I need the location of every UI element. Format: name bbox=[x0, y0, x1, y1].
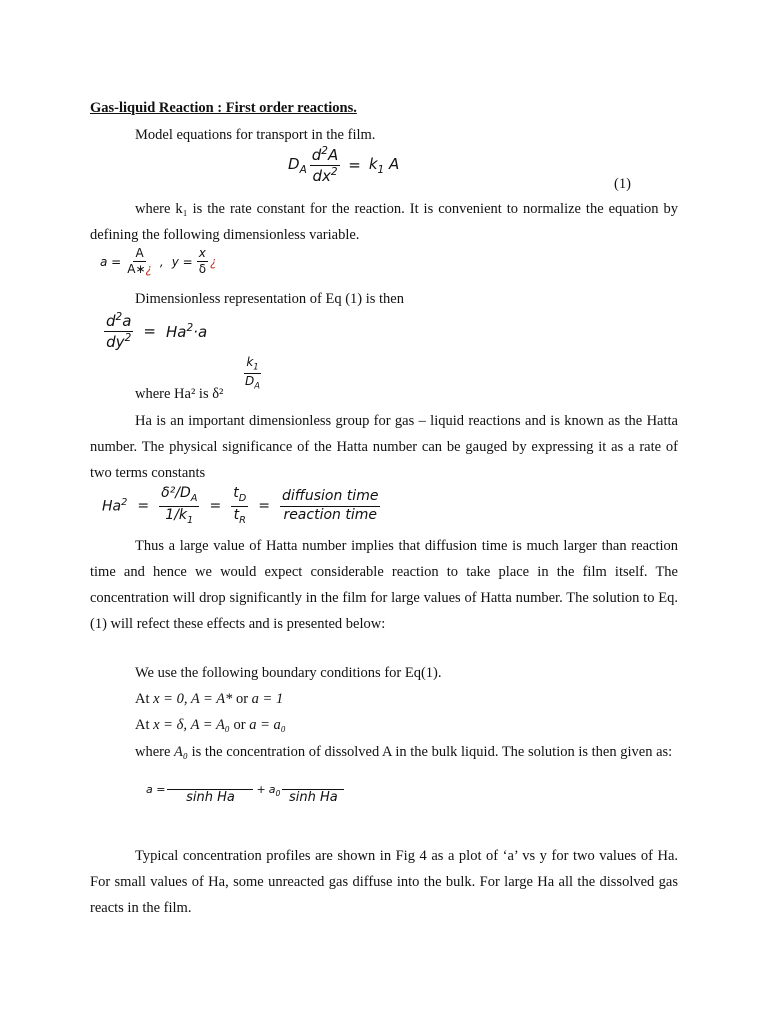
equation-1: $D_A$ $\frac{d^2A}{dx^2}$ = $k_1$ A bbox=[288, 145, 400, 185]
equation-3: Ha$^2$ = $\frac{\delta^2/D_A}{1/k_1}$ = $\frac{t_D}{t_R}$ = $\frac{\text{diffusion time}}{\text{reaction time}}$ bbox=[102, 485, 379, 526]
dimensionless-variables: a = $\frac{A}{A∗¿}$ , y = $\frac{x}{\delta}$ ¿ bbox=[100, 246, 217, 277]
rate-constant-paragraph: where k₁ is the rate constant for the reaction. It is convenient to normalize the equation by defining the following dimensionless variable. bbox=[90, 201, 678, 243]
bulk-concentration-paragraph: where A₀ is the concentration of dissolved A in the bulk liquid. The solution is then given as: bbox=[135, 744, 673, 760]
equation-number: (1) bbox=[614, 176, 631, 192]
eq1-coef: $D_A$ bbox=[288, 154, 307, 176]
eq1-rhs: $k_1$ A bbox=[368, 154, 400, 176]
intro-text: Model equations for transport in the film. bbox=[135, 127, 376, 143]
hatta-definition-text: where Ha² is δ² bbox=[135, 386, 224, 402]
hatta-number-paragraph: Ha is an important dimensionless group for gas – liquid reactions and is known as the Hatta number. The physical significance of the Hatta number can be gauged by expressing it as a rate of two terms constants bbox=[90, 413, 678, 481]
hatta-definition-fraction: $\frac{k_1}{D_A}$ bbox=[245, 355, 260, 391]
typical-profiles-paragraph: Typical concentration profiles are shown in Fig 4 as a plot of ‘a’ vs y for two values of Ha. For small values of Ha, some unreacted gas diffuse into the bulk. For large Ha all the dissolved gas reacts in the film. bbox=[90, 848, 678, 916]
solution-equation: a = sinh Ha + $a_0$ sinh Ha bbox=[146, 782, 344, 805]
thus-paragraph: Thus a large value of Hatta number implies that diffusion time is much larger than reaction time and hence we would expect considerable reaction to take place in the film itself. The concentration will drop significantly in the film for large values of Hatta number. The solution to Eq. (1) will refect these effects and is presented below: bbox=[90, 538, 678, 632]
boundary-condition-1: At x = 0, A = A* or a = 1 bbox=[135, 691, 284, 707]
eq1-fraction: $\frac{d^2A}{dx^2}$ bbox=[311, 145, 339, 185]
boundary-condition-2: At x = δ, A = A₀ or a = a₀ bbox=[135, 717, 286, 733]
boundary-conditions-intro: We use the following boundary conditions for Eq(1). bbox=[135, 665, 442, 681]
dimensionless-representation-text: Dimensionless representation of Eq (1) is then bbox=[135, 291, 404, 307]
section-title: Gas-liquid Reaction : First order reactions. bbox=[90, 100, 357, 116]
equation-2: $\frac{d^2a}{dy^2}$ = $Ha^2\cdot a$ bbox=[106, 311, 208, 351]
